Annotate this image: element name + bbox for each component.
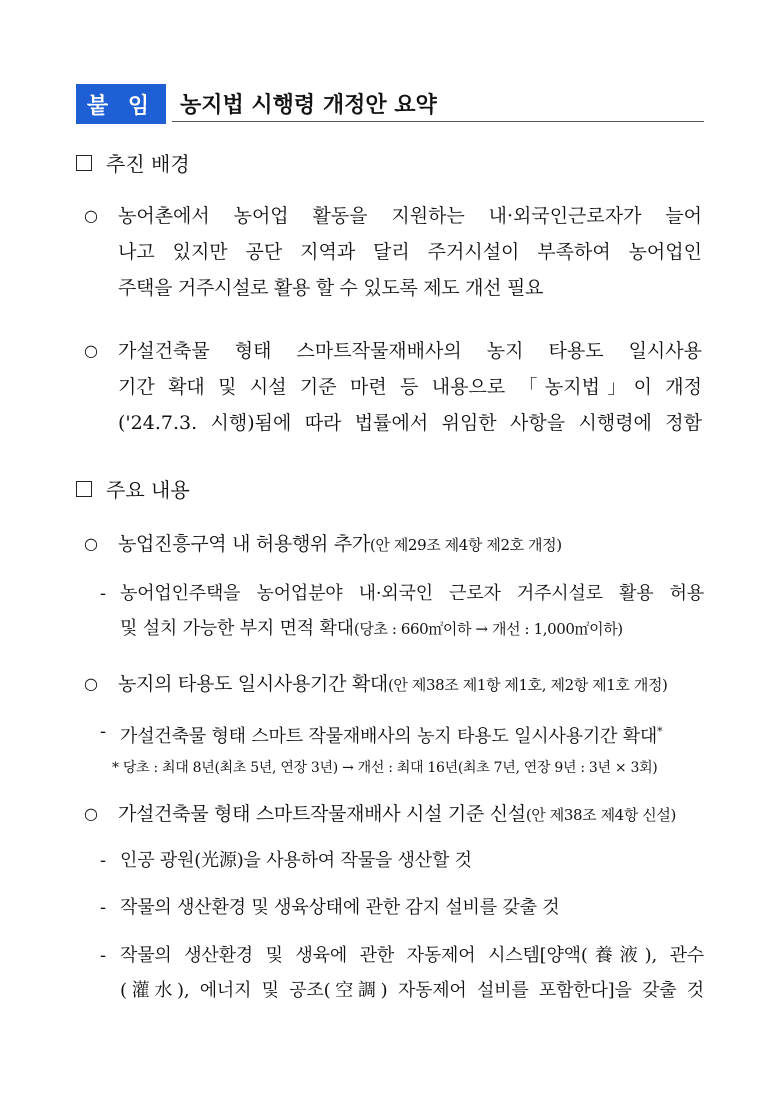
- item-main: 농지의 타용도 일시사용기간 확대: [118, 673, 388, 695]
- item-ref: (안 제29조 제4항 제2호 개정): [369, 536, 562, 554]
- section-title: 주요 내용: [106, 478, 190, 502]
- item-main: 가설건축물 형태 스마트작물재배사 시설 기준 신설: [118, 803, 526, 825]
- section-heading-content: [76, 474, 190, 503]
- checkbox-square-icon: [76, 155, 92, 171]
- content-item-2: [84, 666, 702, 703]
- sub-line: 인공 광원(光源)을 사용하여 작물을 생산할 것: [120, 850, 472, 871]
- item-ref: (안 제38조 제1항 제1호, 제2항 제1호 개정): [387, 676, 668, 694]
- footnote: * 당초 : 최대 8년(최초 5년, 연장 3년) → 개선 : 최대 16년(최초 7년, 연장 9년 : 3년 × 3회): [112, 760, 658, 776]
- circle-bullet-icon: ○: [84, 534, 98, 553]
- dash-bullet: -: [100, 945, 107, 966]
- document-header: [76, 84, 704, 124]
- content-item-1: [84, 526, 702, 563]
- sub-line: 작물의 생산환경 및 생육상태에 관한 감지 설비를 갖출 것: [120, 897, 560, 918]
- item-line: 기간 확대 및 시설 기준 마련 등 내용으로 「농지법」이 개정: [118, 376, 702, 398]
- sub-line-detail: (당초 : 660㎡이하 → 개선 : 1,000㎡이하): [353, 620, 623, 638]
- item-line: 나고 있지만 공단 지역과 달리 주거시설이 부족하여 농어업인: [118, 241, 702, 263]
- checkbox-square-icon: [76, 481, 92, 497]
- title-underline: [172, 121, 704, 122]
- attachment-badge: 붙 임: [76, 84, 166, 124]
- sub-line: 작물의 생산환경 및 생육에 관한 자동제어 시스템[양액(養液), 관수: [120, 945, 704, 966]
- section-heading-background: [76, 148, 190, 177]
- background-item-2: [84, 333, 702, 441]
- footnote-mark: *: [657, 725, 663, 738]
- content-item-3-sub-2: [100, 890, 704, 925]
- item-ref: (안 제38조 제4항 신설): [525, 806, 676, 824]
- sub-line: 농어업인주택을 농어업분야 내·외국인 근로자 거주시설로 활용 허용: [120, 583, 704, 604]
- content-item-1-sub: [100, 576, 704, 647]
- item-line: 농어촌에서 농어업 활동을 지원하는 내·외국인근로자가 늘어: [118, 205, 702, 227]
- section-title: 추진 배경: [106, 152, 190, 176]
- content-item-3-sub-3: [100, 938, 704, 1008]
- circle-bullet-icon: ○: [84, 341, 98, 360]
- document-title: 농지법 시행령 개정안 요약: [180, 93, 437, 118]
- item-line: ('24.7.3. 시행)됨에 따라 법률에서 위임한 사항을 시행령에 정함: [118, 412, 702, 434]
- circle-bullet-icon: ○: [84, 674, 98, 693]
- circle-bullet-icon: ○: [84, 206, 98, 225]
- background-item-1: [84, 198, 702, 306]
- item-line: 주택을 거주시설로 활용 할 수 있도록 제도 개선 필요: [118, 277, 544, 299]
- content-item-2-sub: [100, 714, 704, 754]
- content-item-3-sub-1: [100, 843, 704, 878]
- sub-line: (灌水), 에너지 및 공조(空調) 자동제어 설비를 포함한다]을 갖출 것: [120, 980, 704, 1001]
- dash-bullet: -: [100, 897, 107, 918]
- sub-line-main: 및 설치 가능한 부지 면적 확대: [120, 618, 354, 639]
- circle-bullet-icon: ○: [84, 804, 98, 823]
- sub-line: 가설건축물 형태 스마트 작물재배사의 농지 타용도 일시사용기간 확대: [120, 726, 658, 747]
- dash-bullet: -: [100, 721, 107, 742]
- dash-bullet: -: [100, 850, 107, 871]
- item-line: 가설건축물 형태 스마트작물재배사의 농지 타용도 일시사용: [118, 340, 702, 362]
- dash-bullet: -: [100, 583, 107, 604]
- content-item-3: [84, 796, 702, 833]
- item-main: 농업진흥구역 내 허용행위 추가: [118, 533, 370, 555]
